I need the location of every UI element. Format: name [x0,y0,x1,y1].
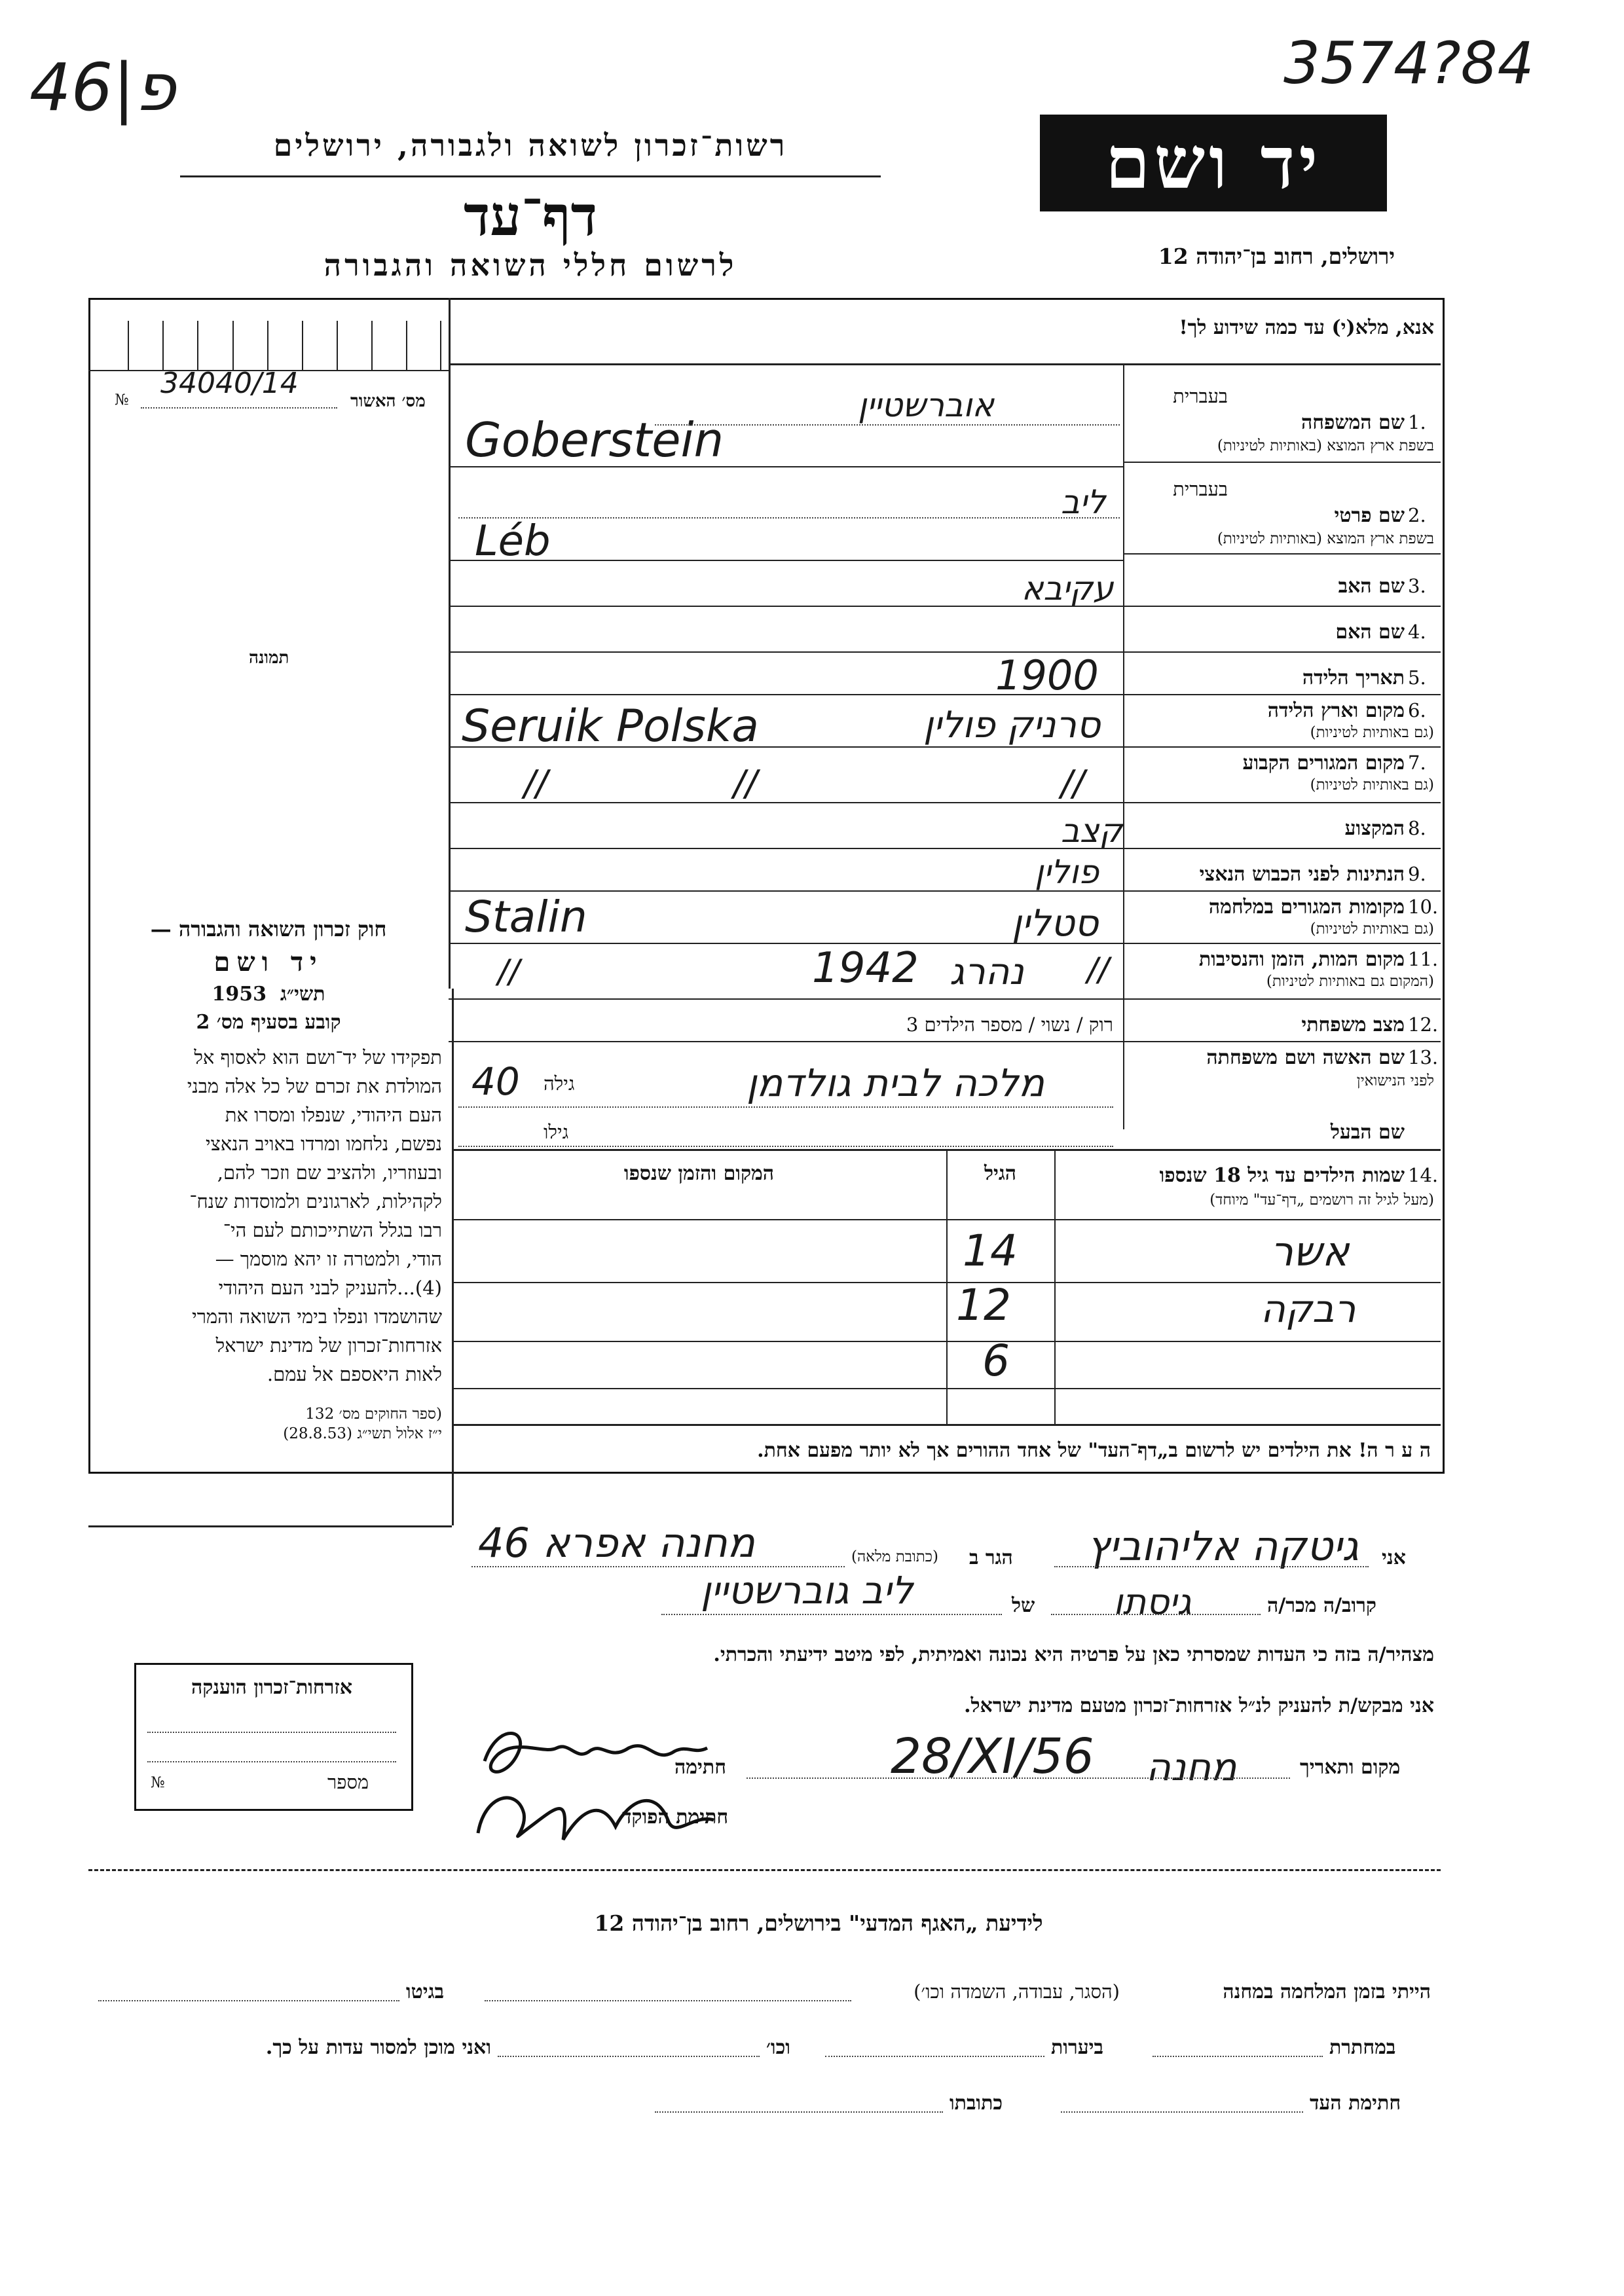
field-7-label: מקום המגורים הקבוע [1242,752,1405,774]
bottom-etc-label: וכו׳ [766,2036,790,2059]
field-5-number: 5. [1408,666,1426,689]
approval-no-mark: № [115,392,129,409]
bottom-ghetto-label: בגיטו [406,1980,445,2003]
child-age: 6 [982,1336,1010,1386]
death-circumstances: נהרג [950,951,1024,993]
given-name-latin: Léb [475,517,551,566]
bottom-camp-types: (הסגר, עבודה, השמדה וכו׳) [913,1980,1120,2003]
children-place-header: המקום והזמן שנספו [623,1162,775,1185]
declarant-address-note: (כתובת מלאה) [851,1548,938,1565]
wartime-residence-latin: Stalin [465,892,587,942]
death-place-ditto: // [1087,951,1109,989]
authority-name: רשות־זכרון לשואה ולגבורה, ירושלים [273,128,788,163]
field-8-label: המקצוע [1344,817,1405,840]
field-11-label: מקום המות, הזמן והנסיבות [1198,948,1405,971]
field-3-number: 3. [1408,575,1426,597]
field-5-label: תאריך הלידה [1302,666,1405,689]
bottom-witness-signature-label: חתימת העד [1310,2092,1401,2115]
birth-place-hebrew: סרניק פולין [923,704,1101,746]
law-body-line: רבו בגלל השתייכותם לעם הי־ [223,1219,442,1241]
field-6-label: מקום וארץ הלידה [1267,699,1405,722]
deceased-name-ref: ליב גוברשטיין [701,1568,913,1613]
husband-label: שם הבעל [1330,1121,1405,1144]
declarant-ani: אני [1382,1546,1406,1569]
field-4-label: שם האם [1335,621,1405,644]
field-8-number: 8. [1408,817,1426,839]
declarant-address: מחנה אפרא 46 [478,1519,755,1567]
field-1-number: 1. [1408,411,1426,433]
request-text: אני מבקש/ת להעניק לנ״ל אזרחות־זכרון מטעם מדינת ישראל. [964,1694,1434,1717]
handwritten-file-code: 46|פ [29,49,176,126]
children-label: שמות הילדים עד גיל 18 שנספו [1159,1164,1405,1187]
declarant-name: גיטקה אליהוביץ [1087,1522,1359,1570]
relation-value: גיסתו [1113,1581,1192,1622]
yad-vashem-logo: יד ושם [1040,115,1387,211]
approval-number: 34040/14 [160,367,299,400]
declaration-date: 28/XI/56 [891,1728,1094,1785]
birth-place-latin: Seruik Polska [462,701,759,752]
approval-label: מס׳ האשור [350,392,426,411]
family-name-latin: Goberstein [465,412,724,467]
given-name-hebrew: ליב [1061,483,1106,521]
child-age: 12 [956,1280,1011,1330]
law-clause: קובע בסעיף מס׳ 2 [196,1011,341,1034]
law-body-line: העם היהודי, שנפלו ומסרו את [225,1104,442,1126]
law-name: יד ושם [213,947,323,977]
wife-age-label: גילה [544,1072,575,1095]
wartime-residence-hebrew: סטלין [1012,902,1099,945]
declaration-place: מחנה [1146,1745,1237,1789]
residence-ditto: // [524,763,548,804]
declaration-text: מצהיר/ה בזה כי העדות שמסרתי כאן על פרטיה היא נכונה ואמיתית, לפי מיטב ידיעתי והכרתי. [713,1643,1434,1666]
bottom-underground-label: במחתרת [1329,2036,1396,2059]
family-name-hebrew: אוברשטיין [858,386,995,424]
field-13-sub: לפני הנישואין [1356,1072,1434,1089]
death-year: 1942 [812,944,919,993]
law-year: 1953 [212,983,267,1006]
field-2-number: 2. [1408,504,1426,526]
law-body-line: לאות היאספם אל עמם. [267,1363,442,1385]
child-name: אשר [1270,1228,1350,1275]
law-body-line: לקהילות, לארגונים ולמוסדות שנח־ [189,1190,442,1212]
signature-label: חתימה [674,1756,726,1779]
law-body-line: המולדת את זכרם של כל אלה מבני [187,1075,442,1097]
law-body-line: תפקידו של יד־ושם הוא לאסוף אל [194,1046,442,1068]
law-year-hebrew: תשי״ג [280,983,325,1006]
law-body-line: הודי, ולמטרה זו יהא מוסמך — [215,1248,442,1270]
husband-age-label: גילו [544,1121,569,1143]
place-date-label: מקום ותאריך [1300,1756,1401,1779]
field-10-label: מקומות המגורים במלחמה [1208,896,1405,919]
bottom-title: לידיעת „האגף המדעי" בירושלים, רחוב בן־יהודה 12 [594,1910,1043,1936]
field-7-sub: (גם באותיות לטיניות) [1310,776,1434,793]
field-11-number: 11. [1408,948,1439,970]
field-13-number: 13. [1408,1046,1439,1068]
bottom-camp-label: הייתי בזמן המלחמה במחנה [1223,1980,1431,2003]
bottom-ready-text: ואני מוכן למסור עדות על כך. [265,2036,491,2059]
field-9-label: הנתינות לפני הכבוש הנאצי [1199,863,1405,886]
occupation: קצב [1061,812,1123,850]
death-ditto: // [498,953,520,991]
law-body-line: נפשם, נלחמו ומרדו באויב הנאצי [205,1133,442,1155]
field-4-number: 4. [1408,621,1426,643]
law-source-date: י״ז אלול תשי״ג (28.8.53) [283,1425,442,1442]
child-name: רבקה [1261,1286,1356,1331]
law-body-line: שהושמדו ונפלו בימי השואה והמרי [192,1305,442,1328]
form-subtitle: לרשום חללי השואה והגבורה [323,247,737,283]
bottom-address-label: כתובתו [950,2092,1003,2115]
of-label: של [1012,1594,1035,1617]
field-6-sub: (גם באותיות לטיניות) [1310,724,1434,741]
field-2-sub: בשפת ארץ המוצא (באותיות לטיניות) [1217,530,1434,547]
relation-label: קרוב/ה מכר/ה [1267,1594,1376,1617]
law-body-line: ובעוזריו, ולהציב שם וזכר להם, [217,1161,442,1184]
declarant-lives-label: הגר ב [969,1546,1013,1569]
law-title: חוק זכרון השואה והגבורה — [150,917,387,941]
official-signature-label: חתימת הפוקד [622,1806,729,1829]
field-1-sub: בשפת ארץ המוצא (באותיות לטיניות) [1217,437,1434,454]
residence-ditto: // [1061,763,1085,804]
residence-ditto: // [733,763,758,804]
note-text: ה ע ר ה! את הילדים יש לרשום ב„דף־העד" של אחד ההורים אך לא יותר מפעם אחת. [757,1439,1431,1462]
field-10-sub: (גם באותיות לטיניות) [1310,920,1434,938]
law-body-line: (4)...להעניק לבני העם היהודי [218,1277,442,1299]
field-7-number: 7. [1408,752,1426,774]
children-age-header: הגיל [984,1162,1017,1185]
photo-label: תמונה [249,648,289,668]
marital-status: רוק / נשוי / מספר הילדים 3 [906,1013,1113,1036]
nationality: פולין [1035,853,1099,891]
intro-text: אנא, מלא(י) עד כמה שידוע לך! [1179,316,1434,339]
hebrew-label-1: בעברית [1173,385,1228,407]
field-6-number: 6. [1408,699,1426,721]
law-source: (ספר החוקים מס׳ 132 [305,1406,442,1423]
father-name: עקיבא [1022,570,1114,608]
address: ירושלים, רחוב בן־יהודה 12 [1158,244,1395,269]
form-title: דף־עד [463,183,597,248]
birth-date: 1900 [995,651,1099,699]
field-10-number: 10. [1408,896,1439,918]
wife-name: מלכה לבית גולדמן [747,1061,1044,1105]
field-2-label: שם פרטי [1334,504,1405,527]
handwritten-record-number: 3574?84 [1283,29,1534,97]
wife-age: 40 [471,1059,520,1104]
field-1-label: שם המשפחה [1301,411,1405,434]
field-13-label: שם האשה ושם משפחתה [1206,1046,1405,1069]
field-14-number: 14. [1408,1164,1439,1186]
citizenship-title: אזרחות־זכרון הוענקה [191,1676,353,1699]
handwritten-signatures [458,1715,733,1866]
field-11-sub: (המקום גם באותיות לטיניות) [1266,973,1434,990]
bottom-forests-label: ביערות [1051,2036,1104,2059]
law-box [95,917,442,1442]
hebrew-label-2: בעברית [1173,478,1228,500]
field-12-label: מצב משפחתי [1301,1013,1405,1036]
law-body-line: אזרחות־זכרון של מדינת ישראל [215,1334,442,1357]
field-12-number: 12. [1408,1013,1439,1036]
citizenship-number-label: מספר [327,1771,369,1793]
children-sub: (מעל לגיל זה רושמים „דף־עד" מיוחד) [1209,1192,1434,1209]
child-age: 14 [963,1226,1018,1276]
field-9-number: 9. [1408,863,1426,885]
citizenship-no-mark: № [151,1774,165,1791]
field-3-label: שם האב [1338,575,1405,598]
